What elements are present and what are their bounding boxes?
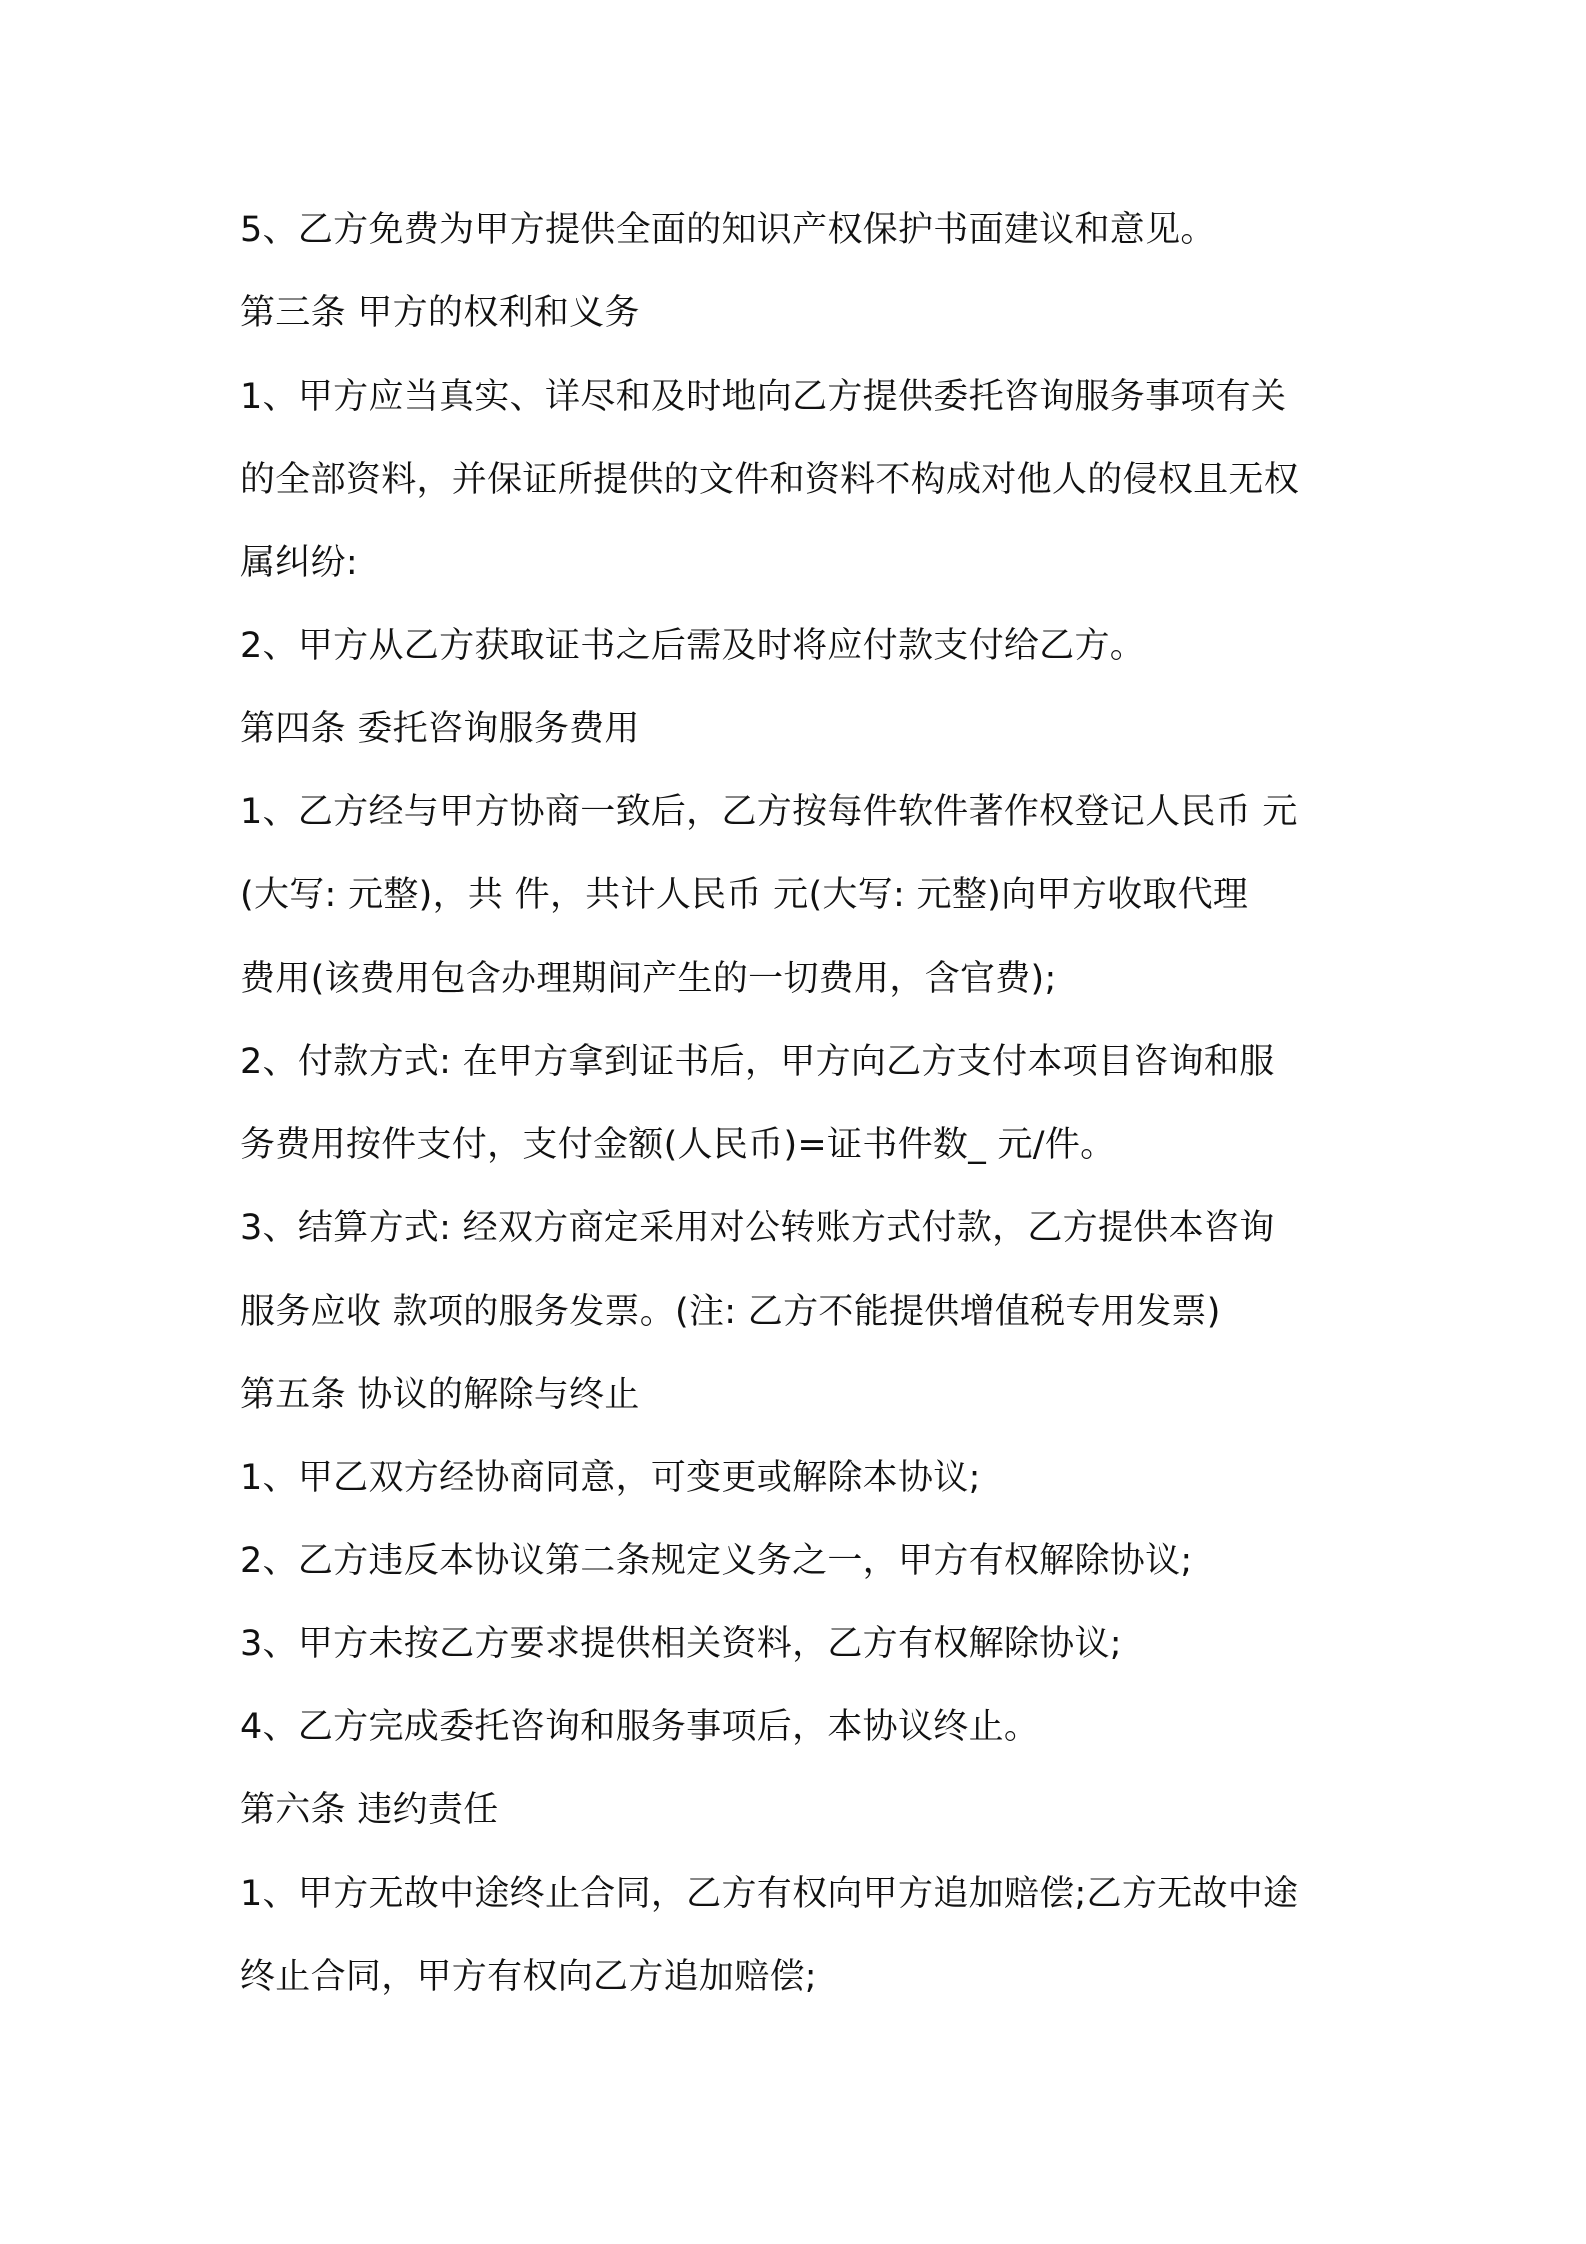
article-4-heading: 第四条 委托咨询服务费用 [240, 709, 640, 749]
article-6-item-1-line-1: 1、甲方无故中途终止合同，乙方有权向甲方追加赔偿;乙方无故中途 [240, 1874, 1299, 1914]
article-4-item-1-line-1: 1、乙方经与甲方协商一致后，乙方按每件软件著作权登记人民币 元 [240, 792, 1298, 832]
article-5-item-4: 4、乙方完成委托咨询和服务事项后，本协议终止。 [240, 1707, 1040, 1747]
article-3-heading: 第三条 甲方的权利和义务 [240, 293, 640, 333]
article-3-item-1-line-3: 属纠纷: [240, 543, 358, 583]
article-3-item-2: 2、甲方从乙方获取证书之后需及时将应付款支付给乙方。 [240, 626, 1146, 666]
article-6-heading: 第六条 违约责任 [240, 1790, 499, 1830]
article-5-item-2: 2、乙方违反本协议第二条规定义务之一，甲方有权解除协议; [240, 1541, 1193, 1581]
article-4-item-2-line-2: 务费用按件支付，支付金额(人民币)=证书件数_ 元/件。 [240, 1125, 1116, 1165]
article-4-item-3-line-1: 3、结算方式: 经双方商定采用对公转账方式付款，乙方提供本咨询 [240, 1208, 1275, 1248]
article-6-item-1-line-2: 终止合同，甲方有权向乙方追加赔偿; [240, 1957, 817, 1997]
article-4-item-1-line-2: (大写: 元整)，共 件，共计人民币 元(大写: 元整)向甲方收取代理 [240, 875, 1249, 915]
article-5-item-3: 3、甲方未按乙方要求提供相关资料，乙方有权解除协议; [240, 1624, 1122, 1664]
article-4-item-3-line-2: 服务应收 款项的服务发票。(注: 乙方不能提供增值税专用发票) [240, 1292, 1221, 1332]
article-4-item-2-line-1: 2、付款方式: 在甲方拿到证书后，甲方向乙方支付本项目咨询和服 [240, 1042, 1275, 1082]
clause-2-item-5: 5、乙方免费为甲方提供全面的知识产权保护书面建议和意见。 [240, 210, 1216, 250]
article-3-item-1-line-2: 的全部资料，并保证所提供的文件和资料不构成对他人的侵权且无权 [240, 460, 1300, 500]
article-3-item-1-line-1: 1、甲方应当真实、详尽和及时地向乙方提供委托咨询服务事项有关 [240, 377, 1287, 417]
article-5-heading: 第五条 协议的解除与终止 [240, 1375, 640, 1415]
article-5-item-1: 1、甲乙双方经协商同意，可变更或解除本协议; [240, 1458, 981, 1498]
article-4-item-1-line-3: 费用(该费用包含办理期间产生的一切费用，含官费); [240, 959, 1057, 999]
